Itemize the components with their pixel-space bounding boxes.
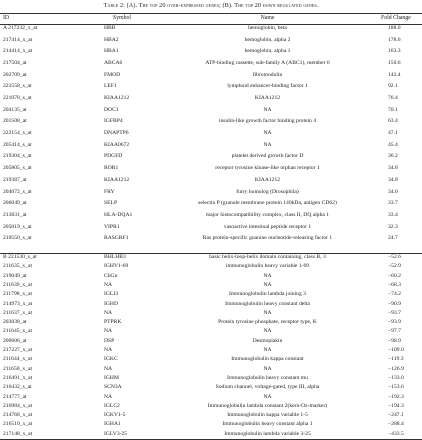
cell-name: NA: [263, 130, 272, 137]
cell-name: receptor tyrosine kinase-like orphan receptor 1: [215, 165, 320, 172]
cell-symbol: NA: [104, 281, 113, 288]
table-row: [0, 300, 422, 309]
cell-id: 217414_x_at: [3, 36, 33, 43]
cell-symbol: FRY: [104, 188, 115, 195]
table-row: [0, 290, 422, 299]
cell-fold-change: −433.5: [388, 430, 404, 437]
cell-name: basic helix-loop-helix domain containing, class B, 3: [209, 254, 326, 260]
cell-id: 211644_x_at: [3, 356, 33, 363]
cell-symbol: DSP: [104, 337, 115, 344]
table-row: [0, 411, 422, 420]
cell-name: KIAA1212: [254, 176, 281, 183]
cell-symbol: DNAPTP6: [104, 130, 129, 137]
cell-fold-change: −119.3: [388, 356, 404, 363]
cell-id: 211635_x_at: [3, 263, 33, 270]
cell-symbol: NA: [104, 365, 113, 372]
table-row: [0, 272, 422, 281]
table-header-row: [0, 14, 422, 23]
cell-fold-change: −74.2: [388, 291, 401, 298]
cell-fold-change: 142.4: [388, 71, 401, 78]
cell-symbol: ABCA6: [104, 60, 123, 67]
table-row: [0, 164, 422, 173]
cell-id: 205414_s_at: [3, 141, 32, 148]
table-row: [0, 211, 422, 220]
cell-symbol: IGHV1-69: [104, 263, 129, 270]
table-row: [0, 327, 422, 336]
cell-symbol: HLA-DQA1: [104, 211, 133, 218]
cell-symbol: KIAA0672: [104, 141, 130, 148]
cell-fold-change: 32.3: [388, 223, 398, 230]
cell-id: 219049_at: [3, 272, 27, 279]
cell-symbol: HBA2: [104, 36, 119, 43]
table-row: [0, 199, 422, 208]
cell-id: 214777_at: [3, 393, 27, 400]
cell-fold-change: 34.8: [388, 165, 398, 172]
cell-name: lymphoid enhancer-binding factor 1: [227, 83, 308, 90]
table-row: [0, 141, 422, 150]
cell-symbol: FMOD: [104, 71, 121, 78]
cell-id: 219304_s_at: [3, 153, 32, 160]
cell-name: hemoglobin, alpha 2: [244, 36, 291, 43]
cell-name: fibromodulin: [252, 71, 283, 78]
table-row: [0, 106, 422, 115]
table-row: [0, 129, 422, 138]
cell-symbol: ChGn: [104, 272, 118, 279]
cell-name: insulin-like growth factor binding protein 4: [218, 118, 317, 125]
cell-name: selectin P (granule membrane protein 140kDa, antigen CD62): [198, 200, 337, 207]
cell-fold-change: −194.3: [388, 402, 404, 409]
cell-symbol: NA: [104, 393, 113, 400]
cell-fold-change: 33.7: [388, 200, 398, 207]
cell-fold-change: −52.6: [388, 254, 401, 260]
cell-name: Immunoglobulin lambda variable 3-25: [224, 430, 311, 437]
cell-id: 206049_at: [3, 200, 27, 207]
cell-id: 217227_x_at: [3, 347, 33, 353]
table-row: [0, 337, 422, 346]
cell-fold-change: −60.2: [388, 272, 401, 279]
cell-fold-change: 163.3: [388, 48, 401, 55]
header-id: ID: [3, 15, 10, 21]
cell-symbol: DOC1: [104, 106, 119, 113]
cell-id: 216510_x_at: [3, 421, 33, 428]
cell-name: Immunoglobulin heavy constant mu: [227, 374, 308, 381]
cell-name: NA: [263, 272, 272, 279]
header-name: Name: [260, 15, 275, 21]
cell-fold-change: 178.6: [388, 36, 401, 43]
table-row: [0, 420, 422, 429]
table-row: [0, 253, 422, 262]
cell-fold-change: 188.0: [388, 25, 401, 31]
table-row: [0, 355, 422, 364]
table-row: [0, 223, 422, 232]
cell-symbol: NA: [104, 328, 113, 335]
table-caption: Table 2: (A). The top 20 over-expressed genes; (B). The top 20 down regulated genes.: [103, 2, 319, 9]
cell-id: 211639_x_at: [3, 281, 33, 288]
cell-id: 222154_s_at: [3, 130, 32, 137]
cell-name: Immunoglobulin kappa constant: [231, 356, 304, 363]
cell-id: B 221530_s_at: [3, 254, 37, 260]
cell-id: 205805_s_at: [3, 165, 32, 172]
cell-id: 214768_x_at: [3, 412, 33, 419]
cell-fold-change: 33.4: [388, 211, 398, 218]
cell-name: furry homolog (Drosophila): [236, 188, 299, 195]
cell-id: 204072_s_at: [3, 188, 32, 195]
cell-name: ATP-binding cassette, sub-family A (ABC1), member 6: [205, 60, 330, 67]
cell-symbol: BHLHB3: [104, 254, 126, 260]
cell-fold-change: 47.1: [388, 130, 398, 137]
cell-symbol: IGKV1-5: [104, 412, 126, 419]
cell-name: Immunoglobulin kappa variable 1-5: [227, 412, 308, 419]
cell-fold-change: 24.7: [388, 235, 398, 242]
cell-symbol: SELP: [104, 200, 118, 207]
cell-id: 216984_x_at: [3, 402, 33, 409]
cell-fold-change: −68.3: [388, 281, 401, 288]
cell-name: NA: [263, 365, 272, 372]
cell-id: 211650_x_at: [3, 365, 33, 372]
table-row: [0, 176, 422, 185]
cell-symbol: PTPRK: [104, 319, 122, 326]
cell-fold-change: 34.8: [388, 176, 398, 183]
cell-id: 214973_x_at: [3, 300, 33, 307]
cell-fold-change: 45.4: [388, 141, 398, 148]
table-row: [0, 24, 422, 33]
cell-name: hemoglobin, alpha 1: [244, 48, 291, 55]
table-row: [0, 82, 422, 91]
cell-id: 216491_x_at: [3, 374, 33, 381]
table-row: [0, 36, 422, 45]
cell-id: 217504_at: [3, 60, 27, 67]
cell-id: 211798_x_at: [3, 291, 33, 298]
table-row: [0, 402, 422, 411]
cell-symbol: ROR1: [104, 165, 119, 172]
cell-name: platelet derived growth factor D: [231, 153, 304, 160]
table-row: [0, 374, 422, 383]
table-row: [0, 430, 422, 439]
table-row: [0, 262, 422, 271]
table-row: [0, 383, 422, 392]
cell-id: 217148_x_at: [3, 430, 33, 437]
cell-symbol: LEF1: [104, 83, 117, 90]
cell-id: 201508_at: [3, 118, 27, 125]
cell-id: 202709_at: [3, 71, 27, 78]
table-row: [0, 393, 422, 402]
cell-id: 205019_s_at: [3, 223, 32, 230]
cell-fold-change: −126.9: [388, 365, 404, 372]
cell-id: 200606_at: [3, 337, 27, 344]
cell-fold-change: 70.1: [388, 106, 398, 113]
table-row: [0, 47, 422, 56]
cell-id: 221078_s_at: [3, 95, 32, 102]
cell-symbol: HBA1: [104, 48, 119, 55]
cell-symbol: HBB: [104, 25, 116, 31]
cell-name: Sodium channel, voltage-gated, type III, alpha: [215, 384, 320, 391]
cell-fold-change: −192.3: [388, 393, 404, 400]
cell-name: NA: [263, 309, 272, 316]
cell-fold-change: 76.4: [388, 95, 398, 102]
cell-symbol: NA: [104, 309, 113, 316]
cell-fold-change: 92.1: [388, 83, 398, 90]
cell-name: NA: [263, 106, 272, 113]
cell-id: 211645_x_at: [3, 328, 33, 335]
bottom-rule: [0, 439, 422, 440]
header-fold-change: Fold Change: [381, 15, 411, 21]
cell-symbol: NA: [104, 347, 113, 353]
cell-name: NA: [263, 393, 272, 400]
cell-fold-change: −153.6: [388, 384, 404, 391]
cell-name: Immunoglobulin heavy constant delta: [225, 300, 310, 307]
table-row: [0, 71, 422, 80]
cell-name: NA: [263, 281, 272, 288]
cell-id: 214414_x_at: [3, 48, 33, 55]
cell-name: NA: [263, 328, 272, 335]
table-row: [0, 281, 422, 290]
cell-symbol: RASGRF1: [104, 235, 129, 242]
cell-name: NA: [263, 141, 272, 148]
cell-id: 203038_at: [3, 319, 27, 326]
cell-symbol: KIAA1212: [104, 176, 130, 183]
cell-fold-change: −93.7: [388, 309, 401, 316]
cell-fold-change: −288.4: [388, 421, 404, 428]
table-row: [0, 365, 422, 374]
cell-fold-change: −98.9: [388, 337, 401, 344]
cell-name: NA: [263, 347, 272, 353]
cell-name: Protein tyrosine phosphate, receptor type, K: [218, 319, 317, 326]
cell-symbol: IGLJ3: [104, 291, 119, 298]
cell-name: Desmoplakin: [252, 337, 283, 344]
cell-id: 213831_at: [3, 211, 27, 218]
cell-id: 221558_s_at: [3, 83, 32, 90]
cell-fold-change: −97.7: [388, 328, 401, 335]
cell-id: 211637_x_at: [3, 309, 33, 316]
cell-symbol: IGHM: [104, 374, 119, 381]
cell-name: Immunoglobulin lambda constant 2(kern-Oz-marker): [207, 402, 328, 409]
cell-symbol: SCN3A: [104, 384, 122, 391]
cell-id: 210432_s_at: [3, 384, 32, 391]
table-row: [0, 188, 422, 197]
cell-fold-change: −90.9: [388, 300, 401, 307]
cell-fold-change: −93.9: [388, 319, 401, 326]
cell-symbol: PDGFD: [104, 153, 123, 160]
table-row: [0, 346, 422, 355]
cell-name: Immunoglobulin heavy constant alpha 1: [222, 421, 313, 428]
cell-symbol: VIPR1: [104, 223, 120, 230]
cell-id: A 217232_x_at: [3, 25, 38, 31]
cell-name: immunoglobulin heavy variable 1-69: [225, 263, 310, 270]
table-row: [0, 309, 422, 318]
cell-id: 210550_s_at: [3, 235, 32, 242]
cell-id: 219387_at: [3, 176, 27, 183]
cell-fold-change: −52.9: [388, 263, 401, 270]
cell-fold-change: 150.6: [388, 60, 401, 67]
cell-fold-change: 36.2: [388, 153, 398, 160]
cell-fold-change: 63.4: [388, 118, 398, 125]
cell-fold-change: −133.0: [388, 374, 404, 381]
table-row: [0, 152, 422, 161]
cell-name: Immunoglobulin lambda joining 3: [229, 291, 306, 298]
cell-fold-change: 34.0: [388, 188, 398, 195]
table-row: [0, 117, 422, 126]
cell-symbol: IGHA1: [104, 421, 121, 428]
table-row: [0, 59, 422, 68]
cell-fold-change: −247.1: [388, 412, 404, 419]
header-symbol: Symbol: [113, 15, 132, 21]
cell-symbol: IGFBP4: [104, 118, 123, 125]
cell-name: Ras protein-specific guanine nucleotide-releasing factor 1: [202, 235, 333, 242]
cell-fold-change: −109.0: [388, 347, 404, 353]
cell-name: hemoglobin, beta: [248, 25, 287, 31]
cell-symbol: IGLC2: [104, 402, 120, 409]
cell-symbol: IGKC: [104, 356, 118, 363]
table-row: [0, 94, 422, 103]
table-row: [0, 318, 422, 327]
cell-symbol: IGLV3-25: [104, 430, 128, 437]
table-row: [0, 234, 422, 243]
cell-id: 204135_at: [3, 106, 27, 113]
cell-symbol: KIAA1212: [104, 95, 130, 102]
cell-name: KIAA1212: [254, 95, 281, 102]
cell-symbol: IGHD: [104, 300, 118, 307]
cell-name: major histocompatibility complex, class II, DQ alpha 1: [205, 211, 330, 218]
cell-name: vasoactive intestinal peptide receptor 1: [223, 223, 312, 230]
